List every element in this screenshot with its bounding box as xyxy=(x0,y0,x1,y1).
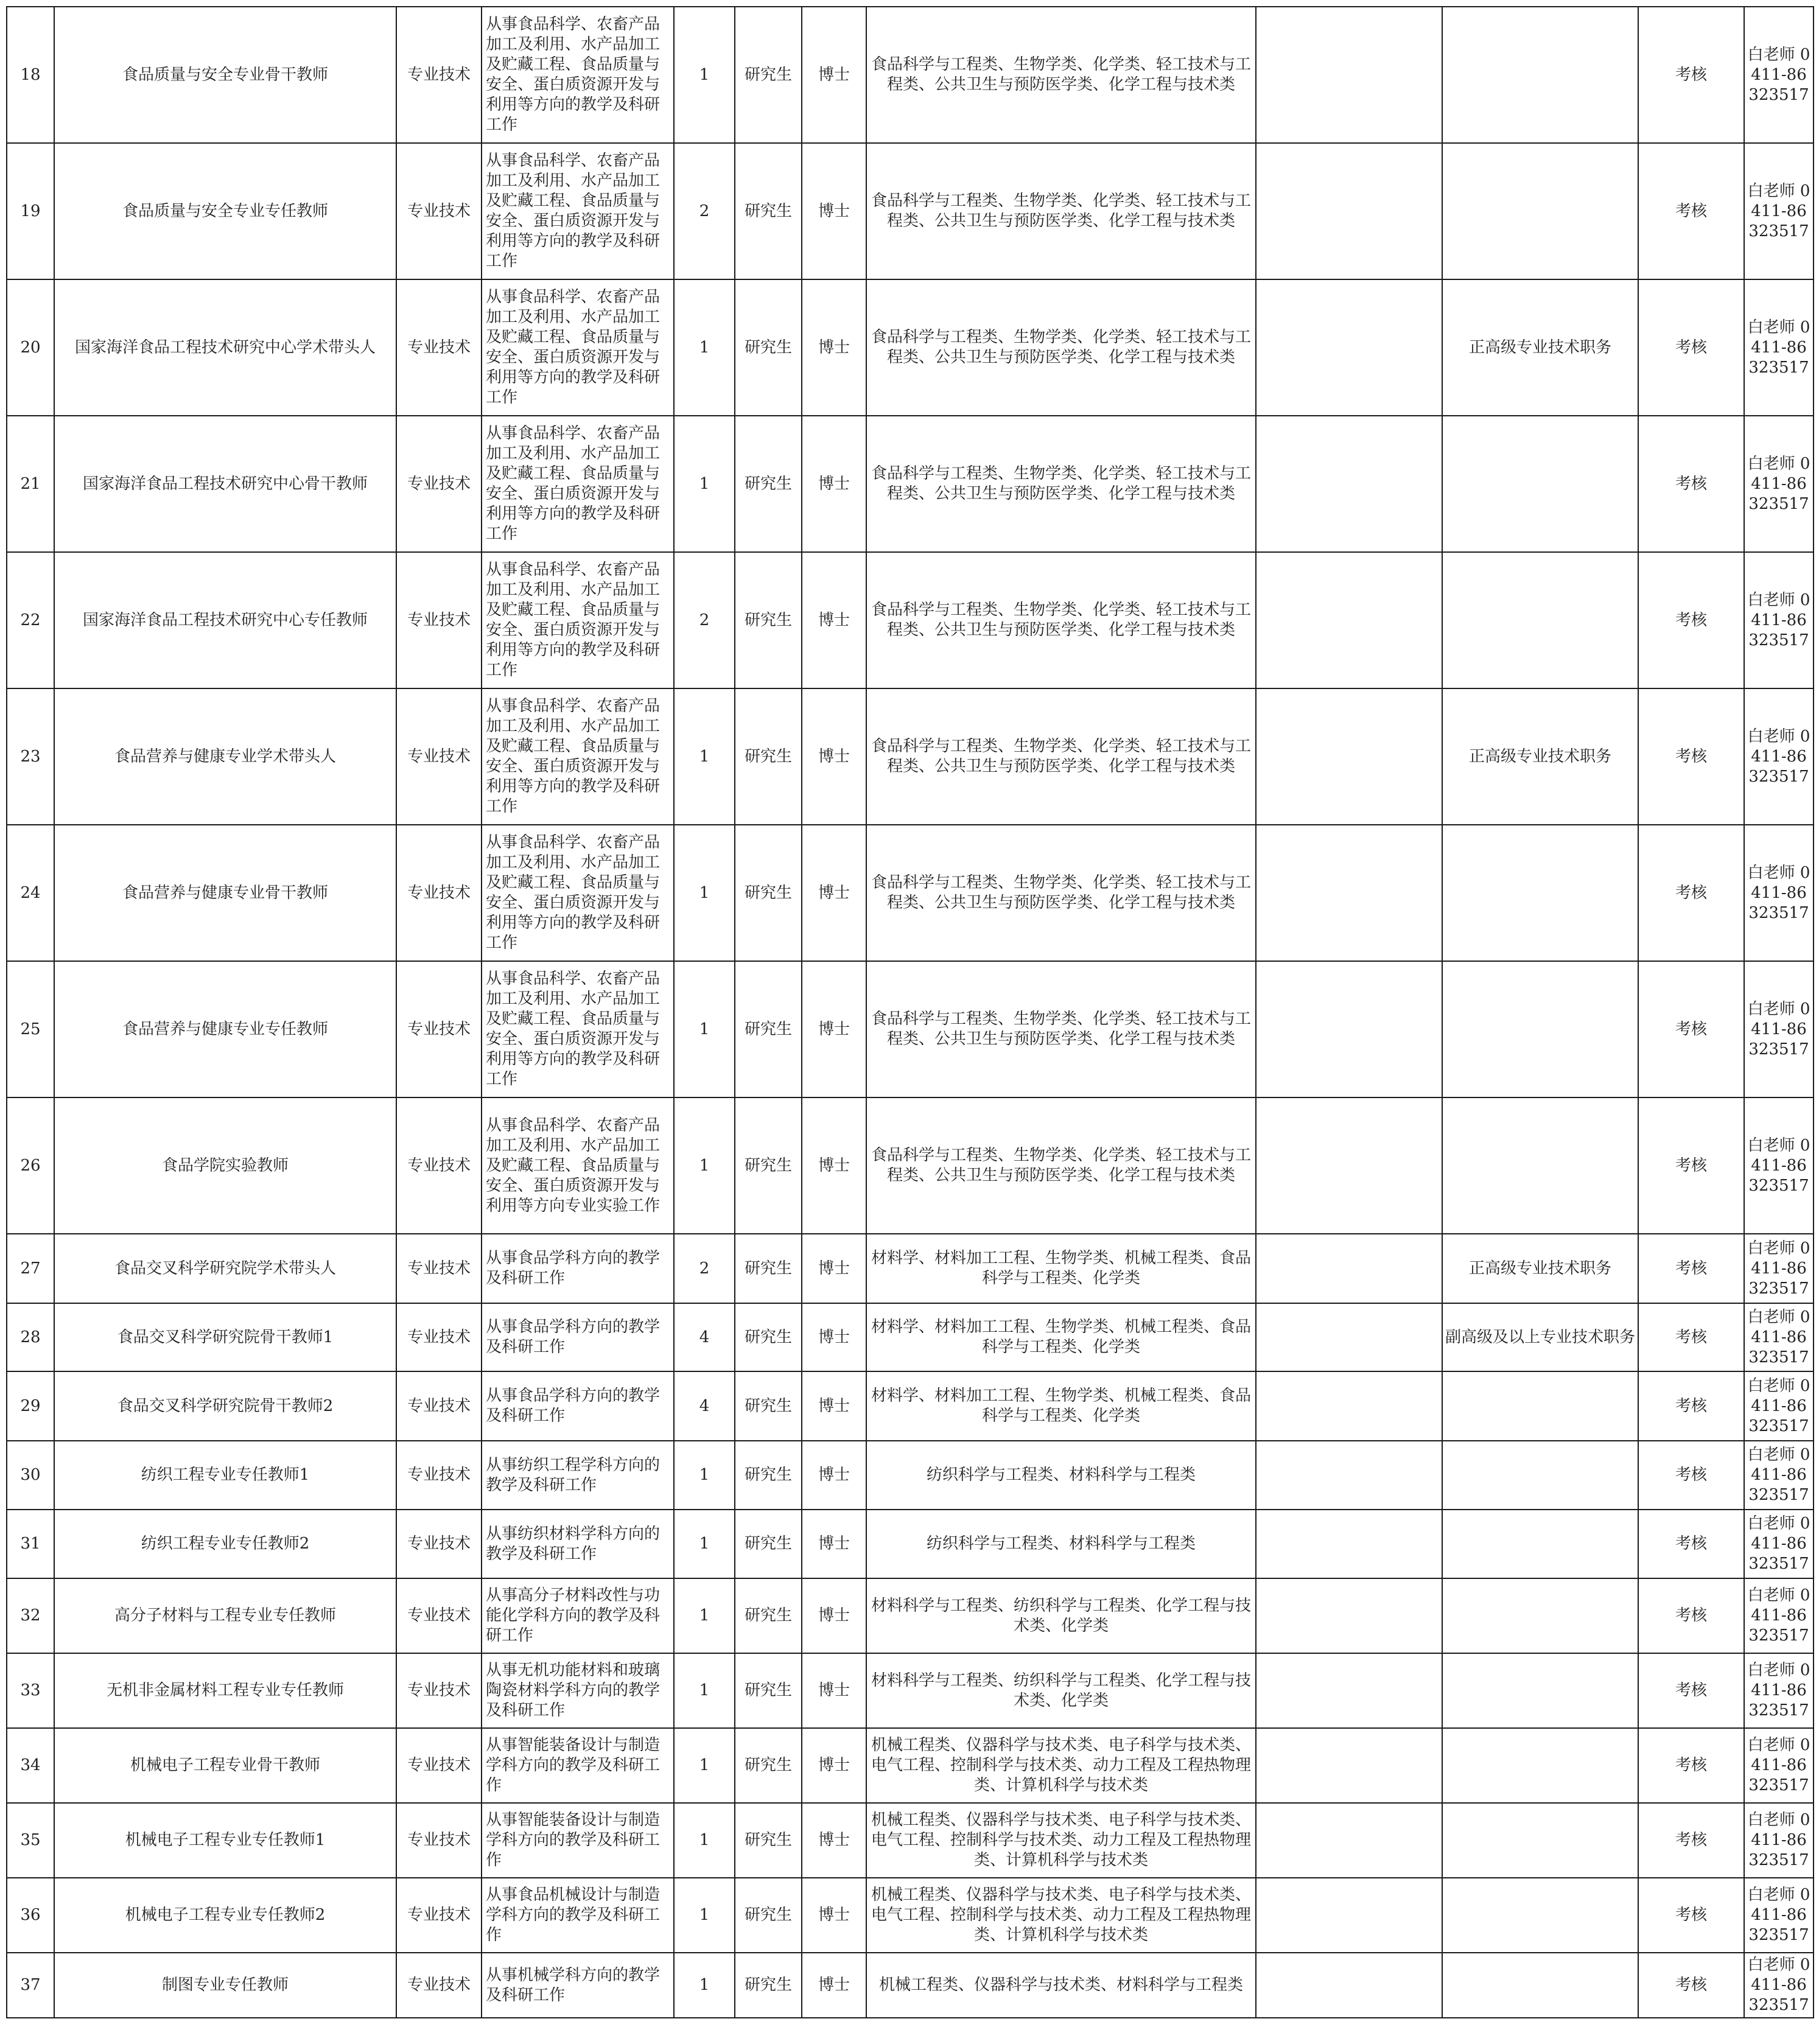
row-number: 34 xyxy=(7,1728,54,1803)
education-requirement: 研究生 xyxy=(735,1097,802,1234)
post-category: 专业技术 xyxy=(396,1878,482,1953)
table-row xyxy=(7,1878,1814,1953)
assessment-method: 考核 xyxy=(1638,552,1744,688)
title-requirement xyxy=(1442,7,1638,143)
table-row xyxy=(7,1441,1814,1510)
title-requirement xyxy=(1442,1097,1638,1234)
row-number: 37 xyxy=(7,1953,54,2018)
job-duty: 从事纺织材料学科方向的教学及科研工作 xyxy=(482,1510,674,1578)
job-duty: 从事食品学科方向的教学及科研工作 xyxy=(482,1371,674,1441)
title-requirement: 副高级及以上专业技术职务 xyxy=(1442,1303,1638,1371)
hiring-count: 1 xyxy=(674,825,735,961)
degree-requirement: 博士 xyxy=(802,1371,866,1441)
degree-requirement: 博士 xyxy=(802,1878,866,1953)
major-requirement: 食品科学与工程类、生物学类、化学类、轻工技术与工程类、公共卫生与预防医学类、化学工程与技术类 xyxy=(866,825,1256,961)
education-requirement: 研究生 xyxy=(735,1234,802,1303)
education-requirement: 研究生 xyxy=(735,7,802,143)
title-requirement xyxy=(1442,1728,1638,1803)
post-category: 专业技术 xyxy=(396,1097,482,1234)
hiring-count: 1 xyxy=(674,416,735,552)
post-category: 专业技术 xyxy=(396,143,482,279)
table-row xyxy=(7,1097,1814,1234)
hiring-count: 1 xyxy=(674,1441,735,1510)
contact-info: 白老师 0411-86323517 xyxy=(1744,1234,1814,1303)
major-requirement: 食品科学与工程类、生物学类、化学类、轻工技术与工程类、公共卫生与预防医学类、化学工程与技术类 xyxy=(866,143,1256,279)
table-row xyxy=(7,1234,1814,1303)
degree-requirement: 博士 xyxy=(802,1234,866,1303)
education-requirement: 研究生 xyxy=(735,1441,802,1510)
contact-info: 白老师 0411-86323517 xyxy=(1744,1441,1814,1510)
post-category: 专业技术 xyxy=(396,825,482,961)
degree-requirement: 博士 xyxy=(802,416,866,552)
row-number: 31 xyxy=(7,1510,54,1578)
major-requirement: 材料科学与工程类、纺织科学与工程类、化学工程与技术类、化学类 xyxy=(866,1653,1256,1728)
post-name: 食品营养与健康专业骨干教师 xyxy=(54,825,396,961)
degree-requirement: 博士 xyxy=(802,143,866,279)
post-name: 机械电子工程专业专任教师2 xyxy=(54,1878,396,1953)
major-requirement: 材料学、材料加工工程、生物学类、机械工程类、食品科学与工程类、化学类 xyxy=(866,1303,1256,1371)
post-name: 食品质量与安全专业专任教师 xyxy=(54,143,396,279)
contact-info: 白老师 0411-86323517 xyxy=(1744,1303,1814,1371)
recruitment-table xyxy=(6,6,1814,2018)
post-name: 食品营养与健康专业学术带头人 xyxy=(54,688,396,825)
hiring-count: 1 xyxy=(674,688,735,825)
assessment-method: 考核 xyxy=(1638,825,1744,961)
title-requirement xyxy=(1442,552,1638,688)
post-category: 专业技术 xyxy=(396,416,482,552)
other-requirement xyxy=(1256,279,1442,416)
assessment-method: 考核 xyxy=(1638,1803,1744,1878)
post-name: 国家海洋食品工程技术研究中心学术带头人 xyxy=(54,279,396,416)
hiring-count: 1 xyxy=(674,961,735,1097)
row-number: 30 xyxy=(7,1441,54,1510)
other-requirement xyxy=(1256,1441,1442,1510)
degree-requirement: 博士 xyxy=(802,1441,866,1510)
education-requirement: 研究生 xyxy=(735,1878,802,1953)
post-name: 国家海洋食品工程技术研究中心骨干教师 xyxy=(54,416,396,552)
table-row xyxy=(7,1803,1814,1878)
post-category: 专业技术 xyxy=(396,1653,482,1728)
post-name: 纺织工程专业专任教师1 xyxy=(54,1441,396,1510)
job-duty: 从事智能装备设计与制造学科方向的教学及科研工作 xyxy=(482,1728,674,1803)
hiring-count: 1 xyxy=(674,1510,735,1578)
row-number: 24 xyxy=(7,825,54,961)
education-requirement: 研究生 xyxy=(735,552,802,688)
hiring-count: 1 xyxy=(674,7,735,143)
assessment-method: 考核 xyxy=(1638,1097,1744,1234)
education-requirement: 研究生 xyxy=(735,1578,802,1653)
job-duty: 从事智能装备设计与制造学科方向的教学及科研工作 xyxy=(482,1803,674,1878)
other-requirement xyxy=(1256,7,1442,143)
title-requirement xyxy=(1442,961,1638,1097)
table-body xyxy=(7,7,1814,2018)
post-name: 机械电子工程专业专任教师1 xyxy=(54,1803,396,1878)
post-category: 专业技术 xyxy=(396,279,482,416)
hiring-count: 1 xyxy=(674,1097,735,1234)
major-requirement: 机械工程类、仪器科学与技术类、电子科学与技术类、电气工程、控制科学与技术类、动力工程及工程热物理类、计算机科学与技术类 xyxy=(866,1878,1256,1953)
title-requirement: 正高级专业技术职务 xyxy=(1442,1234,1638,1303)
post-name: 食品质量与安全专业骨干教师 xyxy=(54,7,396,143)
hiring-count: 1 xyxy=(674,1953,735,2018)
hiring-count: 1 xyxy=(674,1803,735,1878)
job-duty: 从事食品科学、农畜产品加工及利用、水产品加工及贮藏工程、食品质量与安全、蛋白质资源开发与利用等方向的教学及科研工作 xyxy=(482,143,674,279)
major-requirement: 食品科学与工程类、生物学类、化学类、轻工技术与工程类、公共卫生与预防医学类、化学工程与技术类 xyxy=(866,688,1256,825)
education-requirement: 研究生 xyxy=(735,1371,802,1441)
contact-info: 白老师 0411-86323517 xyxy=(1744,1878,1814,1953)
job-duty: 从事食品科学、农畜产品加工及利用、水产品加工及贮藏工程、食品质量与安全、蛋白质资源开发与利用等方向专业实验工作 xyxy=(482,1097,674,1234)
hiring-count: 4 xyxy=(674,1303,735,1371)
row-number: 32 xyxy=(7,1578,54,1653)
other-requirement xyxy=(1256,1728,1442,1803)
assessment-method: 考核 xyxy=(1638,1441,1744,1510)
table-row xyxy=(7,1653,1814,1728)
degree-requirement: 博士 xyxy=(802,1097,866,1234)
degree-requirement: 博士 xyxy=(802,552,866,688)
post-name: 食品营养与健康专业专任教师 xyxy=(54,961,396,1097)
assessment-method: 考核 xyxy=(1638,279,1744,416)
other-requirement xyxy=(1256,1234,1442,1303)
education-requirement: 研究生 xyxy=(735,416,802,552)
degree-requirement: 博士 xyxy=(802,7,866,143)
job-duty: 从事食品科学、农畜产品加工及利用、水产品加工及贮藏工程、食品质量与安全、蛋白质资源开发与利用等方向的教学及科研工作 xyxy=(482,416,674,552)
post-category: 专业技术 xyxy=(396,1803,482,1878)
hiring-count: 4 xyxy=(674,1371,735,1441)
major-requirement: 食品科学与工程类、生物学类、化学类、轻工技术与工程类、公共卫生与预防医学类、化学工程与技术类 xyxy=(866,279,1256,416)
contact-info: 白老师 0411-86323517 xyxy=(1744,961,1814,1097)
degree-requirement: 博士 xyxy=(802,279,866,416)
contact-info: 白老师 0411-86323517 xyxy=(1744,825,1814,961)
table-row xyxy=(7,416,1814,552)
title-requirement xyxy=(1442,1441,1638,1510)
job-duty: 从事高分子材料改性与功能化学科方向的教学及科研工作 xyxy=(482,1578,674,1653)
assessment-method: 考核 xyxy=(1638,1234,1744,1303)
major-requirement: 机械工程类、仪器科学与技术类、电子科学与技术类、电气工程、控制科学与技术类、动力工程及工程热物理类、计算机科学与技术类 xyxy=(866,1728,1256,1803)
title-requirement xyxy=(1442,1371,1638,1441)
row-number: 23 xyxy=(7,688,54,825)
job-duty: 从事食品科学、农畜产品加工及利用、水产品加工及贮藏工程、食品质量与安全、蛋白质资源开发与利用等方向的教学及科研工作 xyxy=(482,825,674,961)
hiring-count: 1 xyxy=(674,1878,735,1953)
row-number: 20 xyxy=(7,279,54,416)
degree-requirement: 博士 xyxy=(802,825,866,961)
post-name: 食品学院实验教师 xyxy=(54,1097,396,1234)
table-row xyxy=(7,1728,1814,1803)
job-duty: 从事食品科学、农畜产品加工及利用、水产品加工及贮藏工程、食品质量与安全、蛋白质资源开发与利用等方向的教学及科研工作 xyxy=(482,7,674,143)
other-requirement xyxy=(1256,1803,1442,1878)
title-requirement xyxy=(1442,1578,1638,1653)
major-requirement: 食品科学与工程类、生物学类、化学类、轻工技术与工程类、公共卫生与预防医学类、化学工程与技术类 xyxy=(866,7,1256,143)
contact-info: 白老师 0411-86323517 xyxy=(1744,416,1814,552)
table-row xyxy=(7,688,1814,825)
major-requirement: 食品科学与工程类、生物学类、化学类、轻工技术与工程类、公共卫生与预防医学类、化学工程与技术类 xyxy=(866,552,1256,688)
job-duty: 从事食品科学、农畜产品加工及利用、水产品加工及贮藏工程、食品质量与安全、蛋白质资源开发与利用等方向的教学及科研工作 xyxy=(482,688,674,825)
hiring-count: 2 xyxy=(674,143,735,279)
hiring-count: 2 xyxy=(674,552,735,688)
other-requirement xyxy=(1256,1510,1442,1578)
education-requirement: 研究生 xyxy=(735,279,802,416)
hiring-count: 1 xyxy=(674,1653,735,1728)
degree-requirement: 博士 xyxy=(802,1510,866,1578)
post-name: 机械电子工程专业骨干教师 xyxy=(54,1728,396,1803)
major-requirement: 材料学、材料加工工程、生物学类、机械工程类、食品科学与工程类、化学类 xyxy=(866,1234,1256,1303)
row-number: 26 xyxy=(7,1097,54,1234)
contact-info: 白老师 0411-86323517 xyxy=(1744,1510,1814,1578)
contact-info: 白老师 0411-86323517 xyxy=(1744,1728,1814,1803)
hiring-count: 1 xyxy=(674,1728,735,1803)
major-requirement: 食品科学与工程类、生物学类、化学类、轻工技术与工程类、公共卫生与预防医学类、化学工程与技术类 xyxy=(866,961,1256,1097)
table-row xyxy=(7,1953,1814,2018)
post-category: 专业技术 xyxy=(396,688,482,825)
post-name: 食品交叉科学研究院骨干教师2 xyxy=(54,1371,396,1441)
post-category: 专业技术 xyxy=(396,1234,482,1303)
post-category: 专业技术 xyxy=(396,1441,482,1510)
assessment-method: 考核 xyxy=(1638,1728,1744,1803)
education-requirement: 研究生 xyxy=(735,1510,802,1578)
degree-requirement: 博士 xyxy=(802,1803,866,1878)
post-name: 纺织工程专业专任教师2 xyxy=(54,1510,396,1578)
degree-requirement: 博士 xyxy=(802,688,866,825)
row-number: 29 xyxy=(7,1371,54,1441)
degree-requirement: 博士 xyxy=(802,1303,866,1371)
table-row xyxy=(7,279,1814,416)
education-requirement: 研究生 xyxy=(735,688,802,825)
assessment-method: 考核 xyxy=(1638,1878,1744,1953)
row-number: 21 xyxy=(7,416,54,552)
post-category: 专业技术 xyxy=(396,552,482,688)
contact-info: 白老师 0411-86323517 xyxy=(1744,279,1814,416)
education-requirement: 研究生 xyxy=(735,1803,802,1878)
assessment-method: 考核 xyxy=(1638,7,1744,143)
contact-info: 白老师 0411-86323517 xyxy=(1744,1803,1814,1878)
major-requirement: 机械工程类、仪器科学与技术类、材料科学与工程类 xyxy=(866,1953,1256,2018)
post-name: 制图专业专任教师 xyxy=(54,1953,396,2018)
post-name: 食品交叉科学研究院学术带头人 xyxy=(54,1234,396,1303)
post-category: 专业技术 xyxy=(396,1371,482,1441)
assessment-method: 考核 xyxy=(1638,1953,1744,2018)
job-duty: 从事食品科学、农畜产品加工及利用、水产品加工及贮藏工程、食品质量与安全、蛋白质资源开发与利用等方向的教学及科研工作 xyxy=(482,279,674,416)
row-number: 25 xyxy=(7,961,54,1097)
post-category: 专业技术 xyxy=(396,1303,482,1371)
post-name: 无机非金属材料工程专业专任教师 xyxy=(54,1653,396,1728)
degree-requirement: 博士 xyxy=(802,1653,866,1728)
major-requirement: 机械工程类、仪器科学与技术类、电子科学与技术类、电气工程、控制科学与技术类、动力工程及工程热物理类、计算机科学与技术类 xyxy=(866,1803,1256,1878)
other-requirement xyxy=(1256,961,1442,1097)
title-requirement xyxy=(1442,1953,1638,2018)
major-requirement: 材料学、材料加工工程、生物学类、机械工程类、食品科学与工程类、化学类 xyxy=(866,1371,1256,1441)
major-requirement: 材料科学与工程类、纺织科学与工程类、化学工程与技术类、化学类 xyxy=(866,1578,1256,1653)
other-requirement xyxy=(1256,552,1442,688)
row-number: 35 xyxy=(7,1803,54,1878)
table-row xyxy=(7,1510,1814,1578)
job-duty: 从事食品学科方向的教学及科研工作 xyxy=(482,1234,674,1303)
other-requirement xyxy=(1256,143,1442,279)
degree-requirement: 博士 xyxy=(802,961,866,1097)
title-requirement: 正高级专业技术职务 xyxy=(1442,688,1638,825)
row-number: 19 xyxy=(7,143,54,279)
degree-requirement: 博士 xyxy=(802,1578,866,1653)
degree-requirement: 博士 xyxy=(802,1728,866,1803)
title-requirement xyxy=(1442,1510,1638,1578)
row-number: 36 xyxy=(7,1878,54,1953)
job-duty: 从事无机功能材料和玻璃陶瓷材料学科方向的教学及科研工作 xyxy=(482,1653,674,1728)
title-requirement xyxy=(1442,1878,1638,1953)
post-name: 食品交叉科学研究院骨干教师1 xyxy=(54,1303,396,1371)
hiring-count: 1 xyxy=(674,1578,735,1653)
major-requirement: 纺织科学与工程类、材料科学与工程类 xyxy=(866,1510,1256,1578)
hiring-count: 1 xyxy=(674,279,735,416)
assessment-method: 考核 xyxy=(1638,1578,1744,1653)
other-requirement xyxy=(1256,1653,1442,1728)
assessment-method: 考核 xyxy=(1638,143,1744,279)
contact-info: 白老师 0411-86323517 xyxy=(1744,1953,1814,2018)
row-number: 33 xyxy=(7,1653,54,1728)
other-requirement xyxy=(1256,1878,1442,1953)
education-requirement: 研究生 xyxy=(735,1728,802,1803)
post-name: 国家海洋食品工程技术研究中心专任教师 xyxy=(54,552,396,688)
job-duty: 从事纺织工程学科方向的教学及科研工作 xyxy=(482,1441,674,1510)
row-number: 27 xyxy=(7,1234,54,1303)
contact-info: 白老师 0411-86323517 xyxy=(1744,1653,1814,1728)
other-requirement xyxy=(1256,688,1442,825)
table-row xyxy=(7,552,1814,688)
job-duty: 从事机械学科方向的教学及科研工作 xyxy=(482,1953,674,2018)
other-requirement xyxy=(1256,1303,1442,1371)
education-requirement: 研究生 xyxy=(735,825,802,961)
table-row xyxy=(7,1578,1814,1653)
assessment-method: 考核 xyxy=(1638,1510,1744,1578)
post-category: 专业技术 xyxy=(396,1728,482,1803)
post-category: 专业技术 xyxy=(396,1510,482,1578)
education-requirement: 研究生 xyxy=(735,143,802,279)
assessment-method: 考核 xyxy=(1638,1653,1744,1728)
other-requirement xyxy=(1256,1097,1442,1234)
major-requirement: 食品科学与工程类、生物学类、化学类、轻工技术与工程类、公共卫生与预防医学类、化学工程与技术类 xyxy=(866,1097,1256,1234)
post-category: 专业技术 xyxy=(396,1578,482,1653)
job-duty: 从事食品机械设计与制造学科方向的教学及科研工作 xyxy=(482,1878,674,1953)
contact-info: 白老师 0411-86323517 xyxy=(1744,1578,1814,1653)
title-requirement xyxy=(1442,143,1638,279)
job-duty: 从事食品科学、农畜产品加工及利用、水产品加工及贮藏工程、食品质量与安全、蛋白质资源开发与利用等方向的教学及科研工作 xyxy=(482,552,674,688)
contact-info: 白老师 0411-86323517 xyxy=(1744,7,1814,143)
assessment-method: 考核 xyxy=(1638,961,1744,1097)
contact-info: 白老师 0411-86323517 xyxy=(1744,1371,1814,1441)
major-requirement: 食品科学与工程类、生物学类、化学类、轻工技术与工程类、公共卫生与预防医学类、化学工程与技术类 xyxy=(866,416,1256,552)
post-category: 专业技术 xyxy=(396,1953,482,2018)
table-row xyxy=(7,1303,1814,1371)
row-number: 22 xyxy=(7,552,54,688)
table-row xyxy=(7,7,1814,143)
row-number: 28 xyxy=(7,1303,54,1371)
post-category: 专业技术 xyxy=(396,7,482,143)
row-number: 18 xyxy=(7,7,54,143)
post-category: 专业技术 xyxy=(396,961,482,1097)
job-duty: 从事食品科学、农畜产品加工及利用、水产品加工及贮藏工程、食品质量与安全、蛋白质资源开发与利用等方向的教学及科研工作 xyxy=(482,961,674,1097)
education-requirement: 研究生 xyxy=(735,1303,802,1371)
other-requirement xyxy=(1256,416,1442,552)
hiring-count: 2 xyxy=(674,1234,735,1303)
assessment-method: 考核 xyxy=(1638,1303,1744,1371)
contact-info: 白老师 0411-86323517 xyxy=(1744,552,1814,688)
contact-info: 白老师 0411-86323517 xyxy=(1744,688,1814,825)
contact-info: 白老师 0411-86323517 xyxy=(1744,1097,1814,1234)
title-requirement: 正高级专业技术职务 xyxy=(1442,279,1638,416)
assessment-method: 考核 xyxy=(1638,1371,1744,1441)
education-requirement: 研究生 xyxy=(735,961,802,1097)
job-duty: 从事食品学科方向的教学及科研工作 xyxy=(482,1303,674,1371)
table-row xyxy=(7,825,1814,961)
education-requirement: 研究生 xyxy=(735,1653,802,1728)
major-requirement: 纺织科学与工程类、材料科学与工程类 xyxy=(866,1441,1256,1510)
table-row xyxy=(7,143,1814,279)
table-row xyxy=(7,1371,1814,1441)
title-requirement xyxy=(1442,825,1638,961)
post-name: 高分子材料与工程专业专任教师 xyxy=(54,1578,396,1653)
assessment-method: 考核 xyxy=(1638,416,1744,552)
contact-info: 白老师 0411-86323517 xyxy=(1744,143,1814,279)
other-requirement xyxy=(1256,1953,1442,2018)
other-requirement xyxy=(1256,1578,1442,1653)
title-requirement xyxy=(1442,1653,1638,1728)
other-requirement xyxy=(1256,1371,1442,1441)
degree-requirement: 博士 xyxy=(802,1953,866,2018)
title-requirement xyxy=(1442,416,1638,552)
other-requirement xyxy=(1256,825,1442,961)
table-row xyxy=(7,961,1814,1097)
title-requirement xyxy=(1442,1803,1638,1878)
assessment-method: 考核 xyxy=(1638,688,1744,825)
education-requirement: 研究生 xyxy=(735,1953,802,2018)
